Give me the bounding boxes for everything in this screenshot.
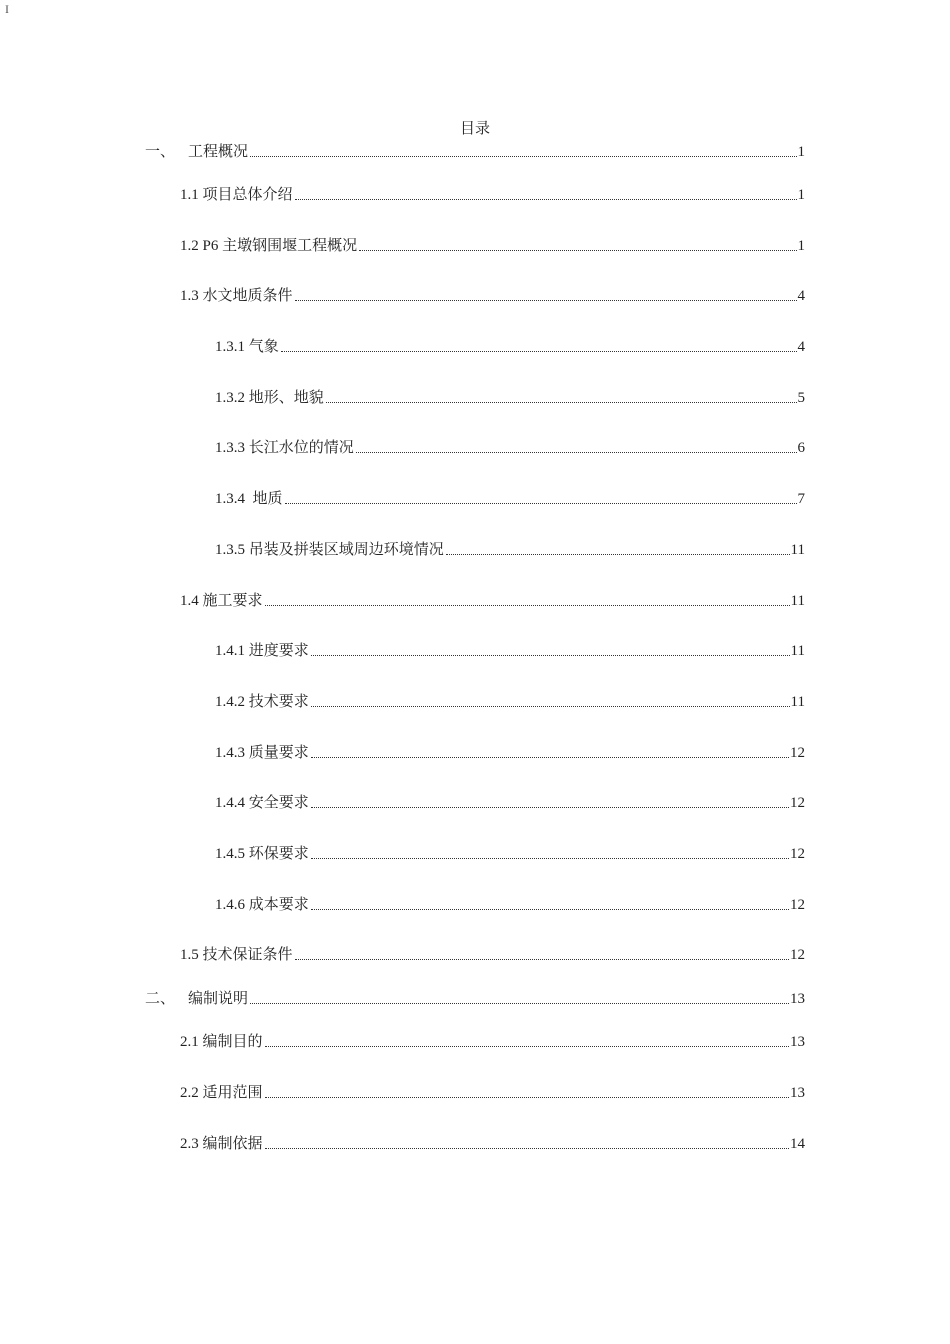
toc-entry-text: 1.4.5 环保要求	[215, 846, 309, 862]
toc-entry[interactable]	[180, 591, 805, 611]
toc-entry-page: 12	[790, 897, 805, 913]
toc-leader-dots	[265, 1097, 789, 1098]
toc-entry-page: 12	[790, 947, 805, 963]
toc-entry-page: 14	[790, 1136, 805, 1152]
toc-entry-text: 2.2 适用范围	[180, 1085, 263, 1101]
toc-entry-text: 1.4.2 技术要求	[215, 694, 309, 710]
toc-leader-dots	[295, 959, 789, 960]
toc-entry[interactable]	[180, 1134, 805, 1154]
toc-entry[interactable]	[215, 641, 805, 661]
toc-entry[interactable]	[145, 989, 805, 1009]
toc-entry-page: 4	[797, 288, 805, 304]
toc-entry-text: 1.4.3 质量要求	[215, 745, 309, 761]
toc-entry-page: 1	[797, 187, 805, 203]
toc-entry-page: 12	[790, 795, 805, 811]
toc-entry-page: 1	[797, 238, 805, 254]
toc-entry-page: 6	[797, 440, 805, 456]
toc-entry[interactable]	[145, 142, 805, 162]
toc-entry-text: 1.3.3 长江水位的情况	[215, 440, 354, 456]
toc-entry[interactable]	[180, 945, 805, 965]
toc-leader-dots	[311, 858, 789, 859]
toc-entry[interactable]	[215, 895, 805, 915]
toc-leader-dots	[295, 300, 797, 301]
toc-leader-dots	[311, 706, 790, 707]
toc-entry[interactable]	[215, 844, 805, 864]
toc-leader-dots	[285, 503, 797, 504]
toc-entry[interactable]	[180, 1032, 805, 1052]
toc-leader-dots	[311, 757, 789, 758]
toc-leader-dots	[311, 909, 789, 910]
toc-entry-page: 11	[790, 643, 805, 659]
toc-entry-text: 工程概况	[188, 144, 249, 160]
toc-entry[interactable]	[180, 236, 805, 256]
toc-leader-dots	[265, 1148, 789, 1149]
toc-entry-text: 1.3.4 地质	[215, 491, 283, 507]
toc-entry[interactable]	[215, 743, 805, 763]
toc-entry-text: 编制说明	[188, 991, 249, 1007]
toc-entry[interactable]	[215, 540, 805, 560]
toc-entry[interactable]	[180, 185, 805, 205]
toc-entry[interactable]	[180, 1083, 805, 1103]
toc-leader-dots	[265, 605, 790, 606]
toc-entry-page: 1	[797, 144, 805, 160]
toc-leader-dots	[295, 199, 797, 200]
toc-entry-text: 1.5 技术保证条件	[180, 947, 293, 963]
toc-entry-number: 二、	[145, 991, 176, 1007]
toc-leader-dots	[311, 655, 790, 656]
toc-entry-page: 13	[790, 991, 805, 1007]
toc-entry-text: 1.4 施工要求	[180, 593, 263, 609]
toc-entry-page: 11	[790, 694, 805, 710]
toc-entry[interactable]	[215, 692, 805, 712]
toc-entry[interactable]	[215, 793, 805, 813]
toc-leader-dots	[446, 554, 790, 555]
toc-leader-dots	[356, 452, 797, 453]
toc-entry-page: 7	[797, 491, 805, 507]
toc-entry-page: 13	[790, 1085, 805, 1101]
page-number-marker: I	[5, 2, 9, 16]
toc-entry-page: 12	[790, 846, 805, 862]
toc-leader-dots	[281, 351, 797, 352]
toc-entry-text: 1.3 水文地质条件	[180, 288, 293, 304]
toc-entry-text: 1.3.5 吊装及拼装区域周边环境情况	[215, 542, 444, 558]
toc-entry-text: 1.3.2 地形、地貌	[215, 390, 324, 406]
toc-entry-text: 1.3.1 气象	[215, 339, 279, 355]
toc-entry-text: 1.1 项目总体介绍	[180, 187, 293, 203]
toc-entry-text: 1.4.4 安全要求	[215, 795, 309, 811]
toc-leader-dots	[311, 807, 789, 808]
toc-entry-text: 2.1 编制目的	[180, 1034, 263, 1050]
toc-entry-page: 11	[790, 593, 805, 609]
toc-entry-text: 1.4.6 成本要求	[215, 897, 309, 913]
toc-leader-dots	[250, 1003, 789, 1004]
toc-entry-page: 13	[790, 1034, 805, 1050]
toc-title: 目录	[459, 121, 490, 137]
toc-entry-page: 11	[790, 542, 805, 558]
toc-leader-dots	[250, 156, 796, 157]
toc-leader-dots	[265, 1046, 789, 1047]
toc-entry-page: 5	[797, 390, 805, 406]
toc-entry-page: 12	[790, 745, 805, 761]
toc-entry-text: 2.3 编制依据	[180, 1136, 263, 1152]
toc-entry-text: 1.2 P6 主墩钢围堰工程概况	[180, 238, 358, 254]
toc-entry[interactable]	[180, 286, 805, 306]
toc-entry-text: 1.4.1 进度要求	[215, 643, 309, 659]
toc-leader-dots	[359, 250, 796, 251]
toc-entry-page: 4	[797, 339, 805, 355]
toc-entry-number: 一、	[145, 144, 176, 160]
toc-entry[interactable]	[215, 489, 805, 509]
toc-entry[interactable]	[215, 337, 805, 357]
toc-leader-dots	[326, 402, 797, 403]
toc-entry[interactable]	[215, 388, 805, 408]
toc-entry[interactable]	[215, 438, 805, 458]
